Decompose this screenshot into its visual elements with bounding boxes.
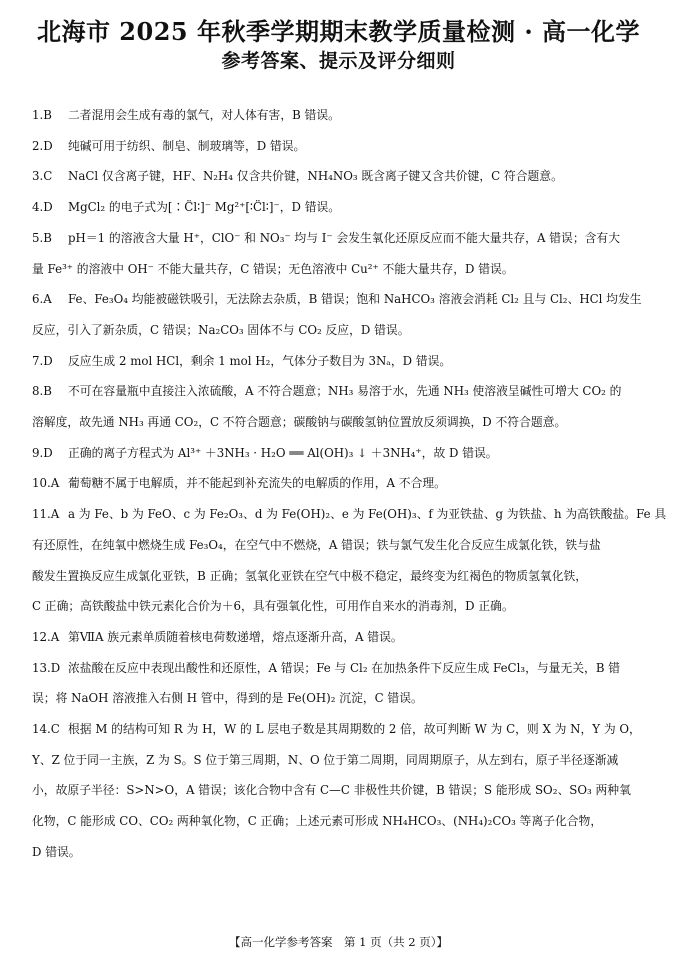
answer-explanation xyxy=(32,192,654,223)
answer-explanation xyxy=(32,622,654,653)
answer-number: 2.D xyxy=(32,138,53,153)
page-footer: 【高一化学参考答案 第 1 页（共 2 页）】 xyxy=(228,935,448,949)
answer-item xyxy=(32,499,667,622)
answer-explanation xyxy=(32,438,654,469)
answer-number: 3.C xyxy=(32,169,53,184)
answer-number: 10.A xyxy=(32,476,60,491)
explanation-line: a 为 Fe、b 为 FeO、c 为 Fe₂O₃、d 为 Fe(OH)₂、e 为 Fe(OH)₃、f 为亚铁盐、g 为铁盐、h 为高铁酸盐。Fe 具 xyxy=(68,507,667,522)
answer-item xyxy=(32,714,654,868)
answer-explanation xyxy=(32,376,654,437)
answer-explanation xyxy=(32,161,654,192)
explanation-line: 正确的离子方程式为 Al³⁺ ＋3NH₃ · H₂O ══ Al(OH)₃ ↓ ＋3NH₄⁺，故 D 错误。 xyxy=(68,445,498,460)
explanation-line: Y、Z 位于同一主族，Z 为 S。S 位于第三周期，N、O 位于第二周期，同周期原子，从左到右，原子半径逐渐减 xyxy=(32,752,619,767)
answer-number: 11.A xyxy=(32,507,60,522)
explanation-line: 纯碱可用于纺织、制皂、制玻璃等，D 错误。 xyxy=(68,138,306,153)
answer-item xyxy=(32,161,654,192)
explanation-line: 溶解度，故先通 NH₃ 再通 CO₂，C 不符合题意；碳酸钠与碳酸氢钠位置放反须调换，D 不符合题意。 xyxy=(32,415,567,430)
answer-explanation xyxy=(32,100,654,131)
explanation-line: NaCl 仅含离子键，HF、N₂H₄ 仅含共价键，NH₄NO₃ 既含离子键又含共价键，C 符合题意。 xyxy=(68,169,563,184)
answer-explanation xyxy=(32,499,667,622)
answer-item xyxy=(32,131,654,162)
explanation-line: 化物，C 能形成 CO、CO₂ 两种氧化物，C 正确；上述元素可形成 NH₄HCO₃、(NH₄)₂CO₃ 等离子化合物， xyxy=(32,814,603,829)
answer-item xyxy=(32,284,654,345)
answer-item xyxy=(32,468,654,499)
answer-item xyxy=(32,438,654,469)
explanation-line: MgCl₂ 的电子式为[∶C̈l∶]⁻ Mg²⁺[∶C̈l∶]⁻，D 错误。 xyxy=(68,200,341,215)
answer-number: 6.A xyxy=(32,292,52,307)
explanation-line: pH＝1 的溶液含大量 H⁺，ClO⁻ 和 NO₃⁻ 均与 I⁻ 会发生氧化还原反应而不能大量共存，A 错误；含有大 xyxy=(68,230,621,245)
explanation-line: 浓盐酸在反应中表现出酸性和还原性，A 错误；Fe 与 Cl₂ 在加热条件下反应生成 FeCl₃，与量无关，B 错 xyxy=(68,660,621,675)
answer-item xyxy=(32,223,654,284)
explanation-line: 葡萄糖不属于电解质，并不能起到补充流失的电解质的作用，A 不合理。 xyxy=(68,476,446,491)
answer-number: 9.D xyxy=(32,445,53,460)
answer-explanation xyxy=(32,131,654,162)
explanation-line: 第ⅦA 族元素单质随着核电荷数递增，熔点逐渐升高，A 错误。 xyxy=(68,629,403,644)
answer-number: 8.B xyxy=(32,384,52,399)
explanation-line: 反应，引入了新杂质，C 错误；Na₂CO₃ 固体不与 CO₂ 反应，D 错误。 xyxy=(32,322,410,337)
explanation-line: 酸发生置换反应生成氯化亚铁，B 正确；氢氧化亚铁在空气中极不稳定，最终变为红褐色的物质氢氧化铁， xyxy=(32,568,588,583)
answer-item xyxy=(32,192,654,223)
answer-item xyxy=(32,376,654,437)
answer-number: 7.D xyxy=(32,353,53,368)
answer-number: 12.A xyxy=(32,629,60,644)
answer-explanation xyxy=(32,468,654,499)
explanation-line: 有还原性，在纯氧中燃烧生成 Fe₃O₄，在空气中不燃烧，A 错误；铁与氯气发生化合反应生成氯化铁，铁与盐 xyxy=(32,537,601,552)
page-subtitle: 参考答案、提示及评分细则 xyxy=(221,50,456,72)
answer-number: 4.D xyxy=(32,200,53,215)
explanation-line: 量 Fe³⁺ 的溶液中 OH⁻ 不能大量共存，C 错误；无色溶液中 Cu²⁺ 不能大量共存，D 错误。 xyxy=(32,261,514,276)
answer-item xyxy=(32,346,654,377)
answer-explanation xyxy=(32,714,654,868)
explanation-line: 小，故原子半径：S>N>O，A 错误；该化合物中含有 C—C 非极性共价键，B 错误；S 能形成 SO₂、SO₃ 两种氧 xyxy=(32,783,631,798)
answer-explanation xyxy=(32,223,654,284)
explanation-line: 反应生成 2 mol HCl，剩余 1 mol H₂，气体分子数目为 3Nₐ，D 错误。 xyxy=(68,353,452,368)
answer-item xyxy=(32,653,654,714)
page-title: 北海市 2025 年秋季学期期末教学质量检测 · 高一化学 xyxy=(36,17,641,46)
answer-number: 13.D xyxy=(32,660,61,675)
answer-explanation xyxy=(32,284,654,345)
explanation-line: 根据 M 的结构可知 R 为 H，W 的 L 层电子数是其周期数的 2 倍，故可判断 W 为 C，则 X 为 N，Y 为 O， xyxy=(68,722,641,737)
explanation-line: Fe、Fe₃O₄ 均能被磁铁吸引，无法除去杂质，B 错误；饱和 NaHCO₃ 溶液会消耗 Cl₂ 且与 Cl₂、HCl 均发生 xyxy=(68,292,642,307)
answer-item xyxy=(32,622,654,653)
answer-item xyxy=(32,100,654,131)
answer-list xyxy=(32,100,667,868)
answer-number: 5.B xyxy=(32,230,52,245)
explanation-line: 不可在容量瓶中直接注入浓硫酸，A 不符合题意；NH₃ 易溶于水，先通 NH₃ 使溶液呈碱性可增大 CO₂ 的 xyxy=(68,384,622,399)
answer-number: 1.B xyxy=(32,108,52,122)
answer-explanation xyxy=(32,653,654,714)
explanation-line: C 正确；高铁酸盐中铁元素化合价为＋6，具有强氧化性，可用作自来水的消毒剂，D 正确。 xyxy=(32,599,514,614)
explanation-line: 二者混用会生成有毒的氯气，对人体有害，B 错误。 xyxy=(68,108,340,122)
answer-explanation xyxy=(32,346,654,377)
explanation-line: D 错误。 xyxy=(32,844,81,859)
answer-number: 14.C xyxy=(32,722,60,737)
explanation-line: 误；将 NaOH 溶液推入右侧 H 管中，得到的是 Fe(OH)₂ 沉淀，C 错误。 xyxy=(32,691,423,706)
